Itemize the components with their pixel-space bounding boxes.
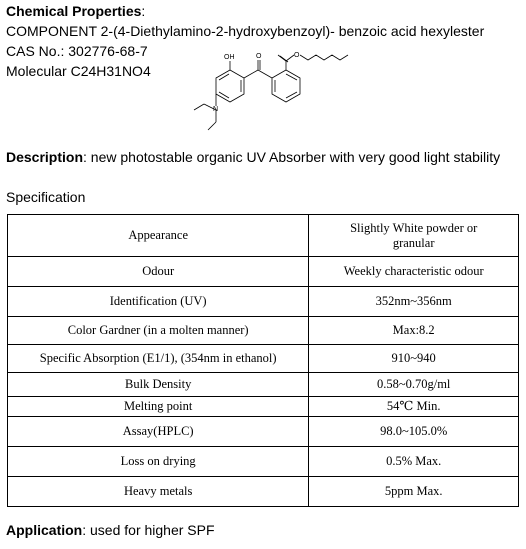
application-text: : used for higher SPF — [82, 522, 215, 538]
structure-ester-o-label: O — [294, 52, 300, 59]
heading-colon: : — [141, 3, 146, 19]
chemical-structure-drawing — [182, 48, 382, 138]
spec-value: 352nm~356nm — [309, 287, 519, 317]
spec-value: 5ppm Max. — [309, 477, 519, 507]
table-row — [8, 257, 519, 287]
molecular-formula-line: Molecular C24H31NO4 — [6, 63, 151, 79]
spec-value: 0.58~0.70g/ml — [309, 373, 519, 397]
specification-table — [7, 214, 519, 507]
description-text: : new photostable organic UV Absorber with very good light stability — [83, 149, 501, 165]
spec-value: 910~940 — [309, 345, 519, 373]
cas-number-line: CAS No.: 302776-68-7 — [6, 43, 148, 59]
table-row — [8, 477, 519, 507]
structure-svg — [182, 48, 382, 138]
spec-property: Specific Absorption (E1/1), (354nm in ethanol) — [8, 345, 309, 373]
spec-value: Weekly characteristic odour — [309, 257, 519, 287]
heading-label: Chemical Properties — [6, 3, 142, 19]
table-row — [8, 417, 519, 447]
table-row — [8, 447, 519, 477]
chemical-properties-heading — [6, 2, 145, 20]
application-label: Application — [6, 522, 83, 538]
table-row — [8, 215, 519, 257]
specification-title: Specification — [6, 189, 86, 205]
table-row — [8, 345, 519, 373]
spec-value: 54℃ Min. — [309, 397, 519, 417]
spec-value-line: Slightly White powder or — [350, 220, 478, 235]
spec-property: Appearance — [8, 215, 309, 257]
structure-n-label: N — [213, 106, 219, 113]
spec-value-line: granular — [392, 235, 435, 250]
spec-property: Assay(HPLC) — [8, 417, 309, 447]
structure-carbonyl-o-label: O — [256, 53, 262, 60]
table-row — [8, 317, 519, 345]
component-line: COMPONENT 2-(4-Diethylamino-2-hydroxybenzoyl)- benzoic acid hexylester — [6, 23, 485, 39]
spec-value — [309, 215, 519, 257]
spec-property: Odour — [8, 257, 309, 287]
spec-value: Max:8.2 — [309, 317, 519, 345]
table-row — [8, 287, 519, 317]
spec-value: 98.0~105.0% — [309, 417, 519, 447]
structure-oh-label: OH — [224, 54, 235, 61]
left-ring — [216, 70, 244, 102]
application-line — [6, 521, 215, 539]
right-ring — [272, 70, 300, 102]
table-row — [8, 397, 519, 417]
spec-property: Melting point — [8, 397, 309, 417]
spec-property: Bulk Density — [8, 373, 309, 397]
spec-value: 0.5% Max. — [309, 447, 519, 477]
spec-property: Heavy metals — [8, 477, 309, 507]
description-line — [6, 148, 500, 166]
spec-property: Color Gardner (in a molten manner) — [8, 317, 309, 345]
spec-property: Loss on drying — [8, 447, 309, 477]
table-row — [8, 373, 519, 397]
spec-property: Identification (UV) — [8, 287, 309, 317]
description-label: Description — [6, 149, 84, 165]
